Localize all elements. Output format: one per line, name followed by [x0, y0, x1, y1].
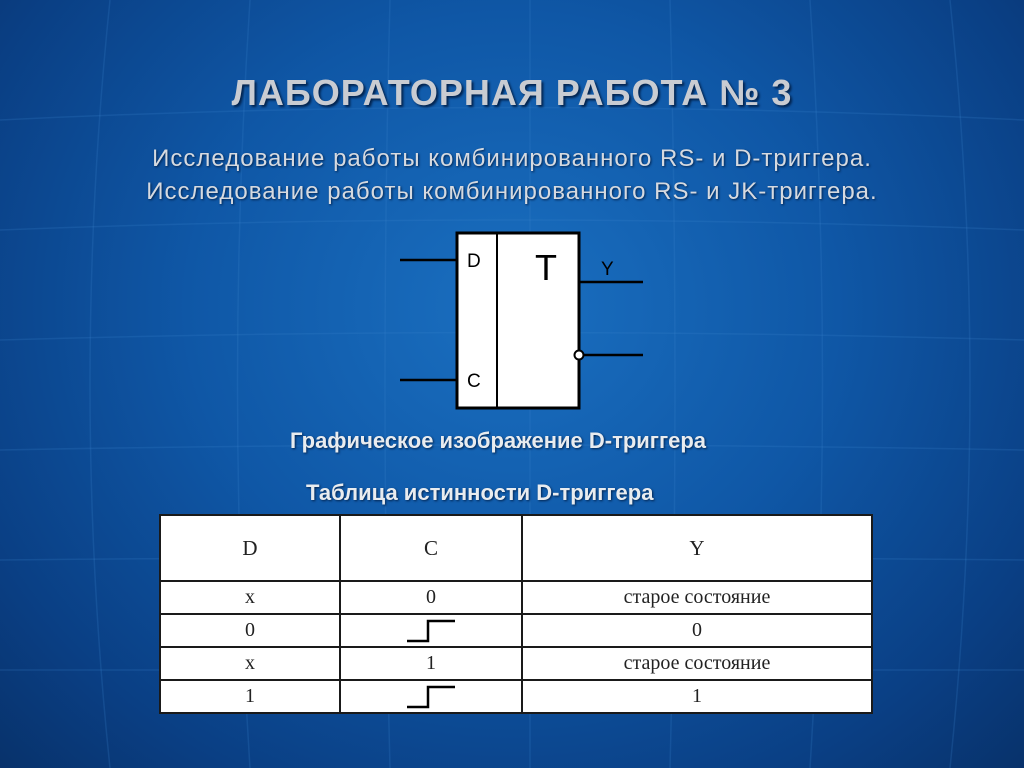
slide-title: ЛАБОРАТОРНАЯ РАБОТА № 3: [231, 72, 793, 113]
diagram-caption: Графическое изображение D-триггера: [290, 428, 707, 453]
subtitle-rs-jk: Исследование работы комбинированного RS- и JK-триггера.: [146, 178, 878, 205]
cell-d: 1: [160, 680, 340, 713]
header-y: Y: [522, 515, 872, 581]
cell-c: [340, 614, 522, 647]
header-d: D: [160, 515, 340, 581]
table-caption: Таблица истинности D-триггера: [306, 480, 654, 505]
subtitle-rs-d: Исследование работы комбинированного RS- и D-триггера.: [152, 145, 872, 172]
cell-c: [340, 680, 522, 713]
output-y-label: Y: [601, 259, 614, 280]
cell-y: старое состояние: [522, 647, 872, 680]
cell-d: x: [160, 581, 340, 614]
cell-c: 0: [340, 581, 522, 614]
table-row: [160, 581, 872, 614]
cell-y: старое состояние: [522, 581, 872, 614]
table-header-row: [160, 515, 872, 581]
cell-d: 0: [160, 614, 340, 647]
d-trigger-symbol: [390, 222, 660, 422]
inversion-bubble-icon: [575, 351, 584, 360]
cell-c: 1: [340, 647, 522, 680]
rising-edge-icon: [404, 684, 458, 710]
table-row: [160, 680, 872, 713]
header-c: C: [340, 515, 522, 581]
table-row: [160, 614, 872, 647]
rising-edge-icon: [404, 618, 458, 644]
cell-y: 0: [522, 614, 872, 647]
cell-d: x: [160, 647, 340, 680]
truth-table: [159, 514, 873, 714]
table-row: [160, 647, 872, 680]
cell-y: 1: [522, 680, 872, 713]
input-d-label: D: [467, 251, 481, 272]
block-label: T: [535, 247, 557, 288]
input-c-label: C: [467, 371, 481, 392]
